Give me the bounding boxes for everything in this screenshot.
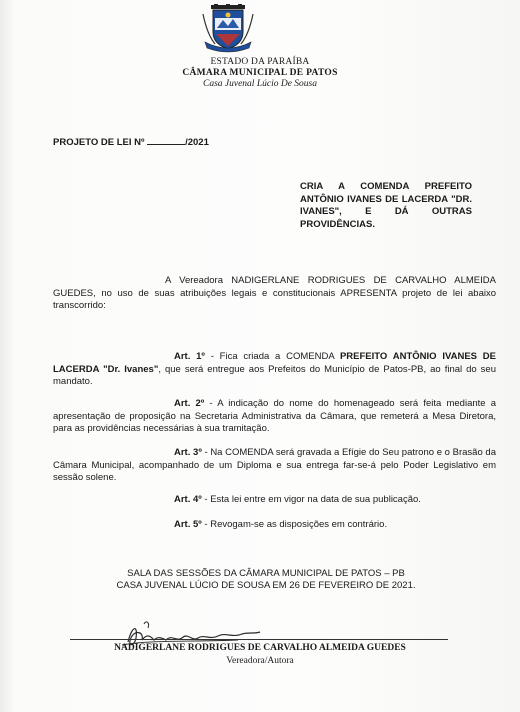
article-1-bold: PREFEITO ANTÔNIO IVANES DE LACERDA "Dr. Ivanes" — [53, 351, 496, 375]
article-3 — [53, 447, 496, 485]
article-2 — [53, 398, 496, 436]
bill-number-blank — [147, 136, 185, 145]
article-3-text: - Na COMENDA será gravada a Efígie do Seu patrono e o Brasão da Câmara Municipal, acompanhado de um Diploma e sua entrega far-se-á pelo Poder Legislativo em sessão solene. — [53, 447, 496, 483]
intro-text-2: , no uso de suas atribuições legais e constitucionais APRESENTA projeto de lei abaixo transcorrido: — [53, 287, 496, 311]
bill-summary: CRIA A COMENDA PREFEITO ANTÔNIO IVANES DE LACERDA "DR. IVANES", E DÁ OUTRAS PROVIDÊNCIAS. — [300, 181, 472, 230]
article-5-text: - Revogam-se as disposições em contrário. — [201, 519, 388, 530]
closing-line-2: CASA JUVENAL LÚCIO DE SOUSA EM 26 DE FEVEREIRO DE 2021. — [116, 580, 416, 591]
city-coat-of-arms-logo — [201, 4, 255, 54]
article-3-label: Art. 3º — [174, 447, 202, 458]
intro-paragraph — [53, 275, 496, 313]
article-1-text-1: - Fica criada a COMENDA — [204, 351, 340, 362]
signature-line — [70, 639, 448, 640]
author-name: NADIGERLANE RODRIGUES DE CARVALHO ALMEIDA GUEDES — [53, 275, 496, 299]
signer-name: NADIGERLANE RODRIGUES DE CARVALHO ALMEIDA GUEDES — [114, 643, 406, 653]
closing-line-1: SALA DAS SESSÕES DA CÂMARA MUNICIPAL DE PATOS – PB — [127, 568, 405, 579]
article-1-label: Art. 1º — [174, 351, 205, 362]
article-1 — [53, 351, 496, 389]
article-4-label: Art. 4º — [174, 494, 202, 505]
house-name: Casa Juvenal Lúcio De Sousa — [203, 79, 317, 89]
article-1-text-2: , que será entregue aos Prefeitos do Município de Patos-PB, ao final do seu mandato. — [53, 363, 496, 387]
article-2-text: - A indicação do nome do homenageado será feita mediante a apresentação de proposição na Secretaria Administrativa da Câmara, que remeterá a Mesa Diretora, para as providências necessárias à sua tramitação. — [53, 398, 496, 434]
article-2-label: Art. 2º — [174, 398, 205, 409]
article-4 — [53, 494, 496, 507]
article-4-text: - Esta lei entre em vigor na data de sua publicação. — [201, 494, 421, 505]
bill-year: /2021 — [185, 137, 209, 148]
bill-prefix: PROJETO DE LEI Nº — [53, 137, 145, 148]
bill-number-heading — [53, 136, 209, 148]
article-5-label: Art. 5º — [174, 519, 202, 530]
state-name: ESTADO DA PARAÍBA — [210, 57, 310, 67]
article-5 — [53, 519, 496, 532]
signer-role: Vereadora/Autora — [226, 656, 294, 666]
chamber-name: CÂMARA MUNICIPAL DE PATOS — [182, 68, 338, 78]
intro-text-1: A Vereadora — [165, 275, 232, 286]
